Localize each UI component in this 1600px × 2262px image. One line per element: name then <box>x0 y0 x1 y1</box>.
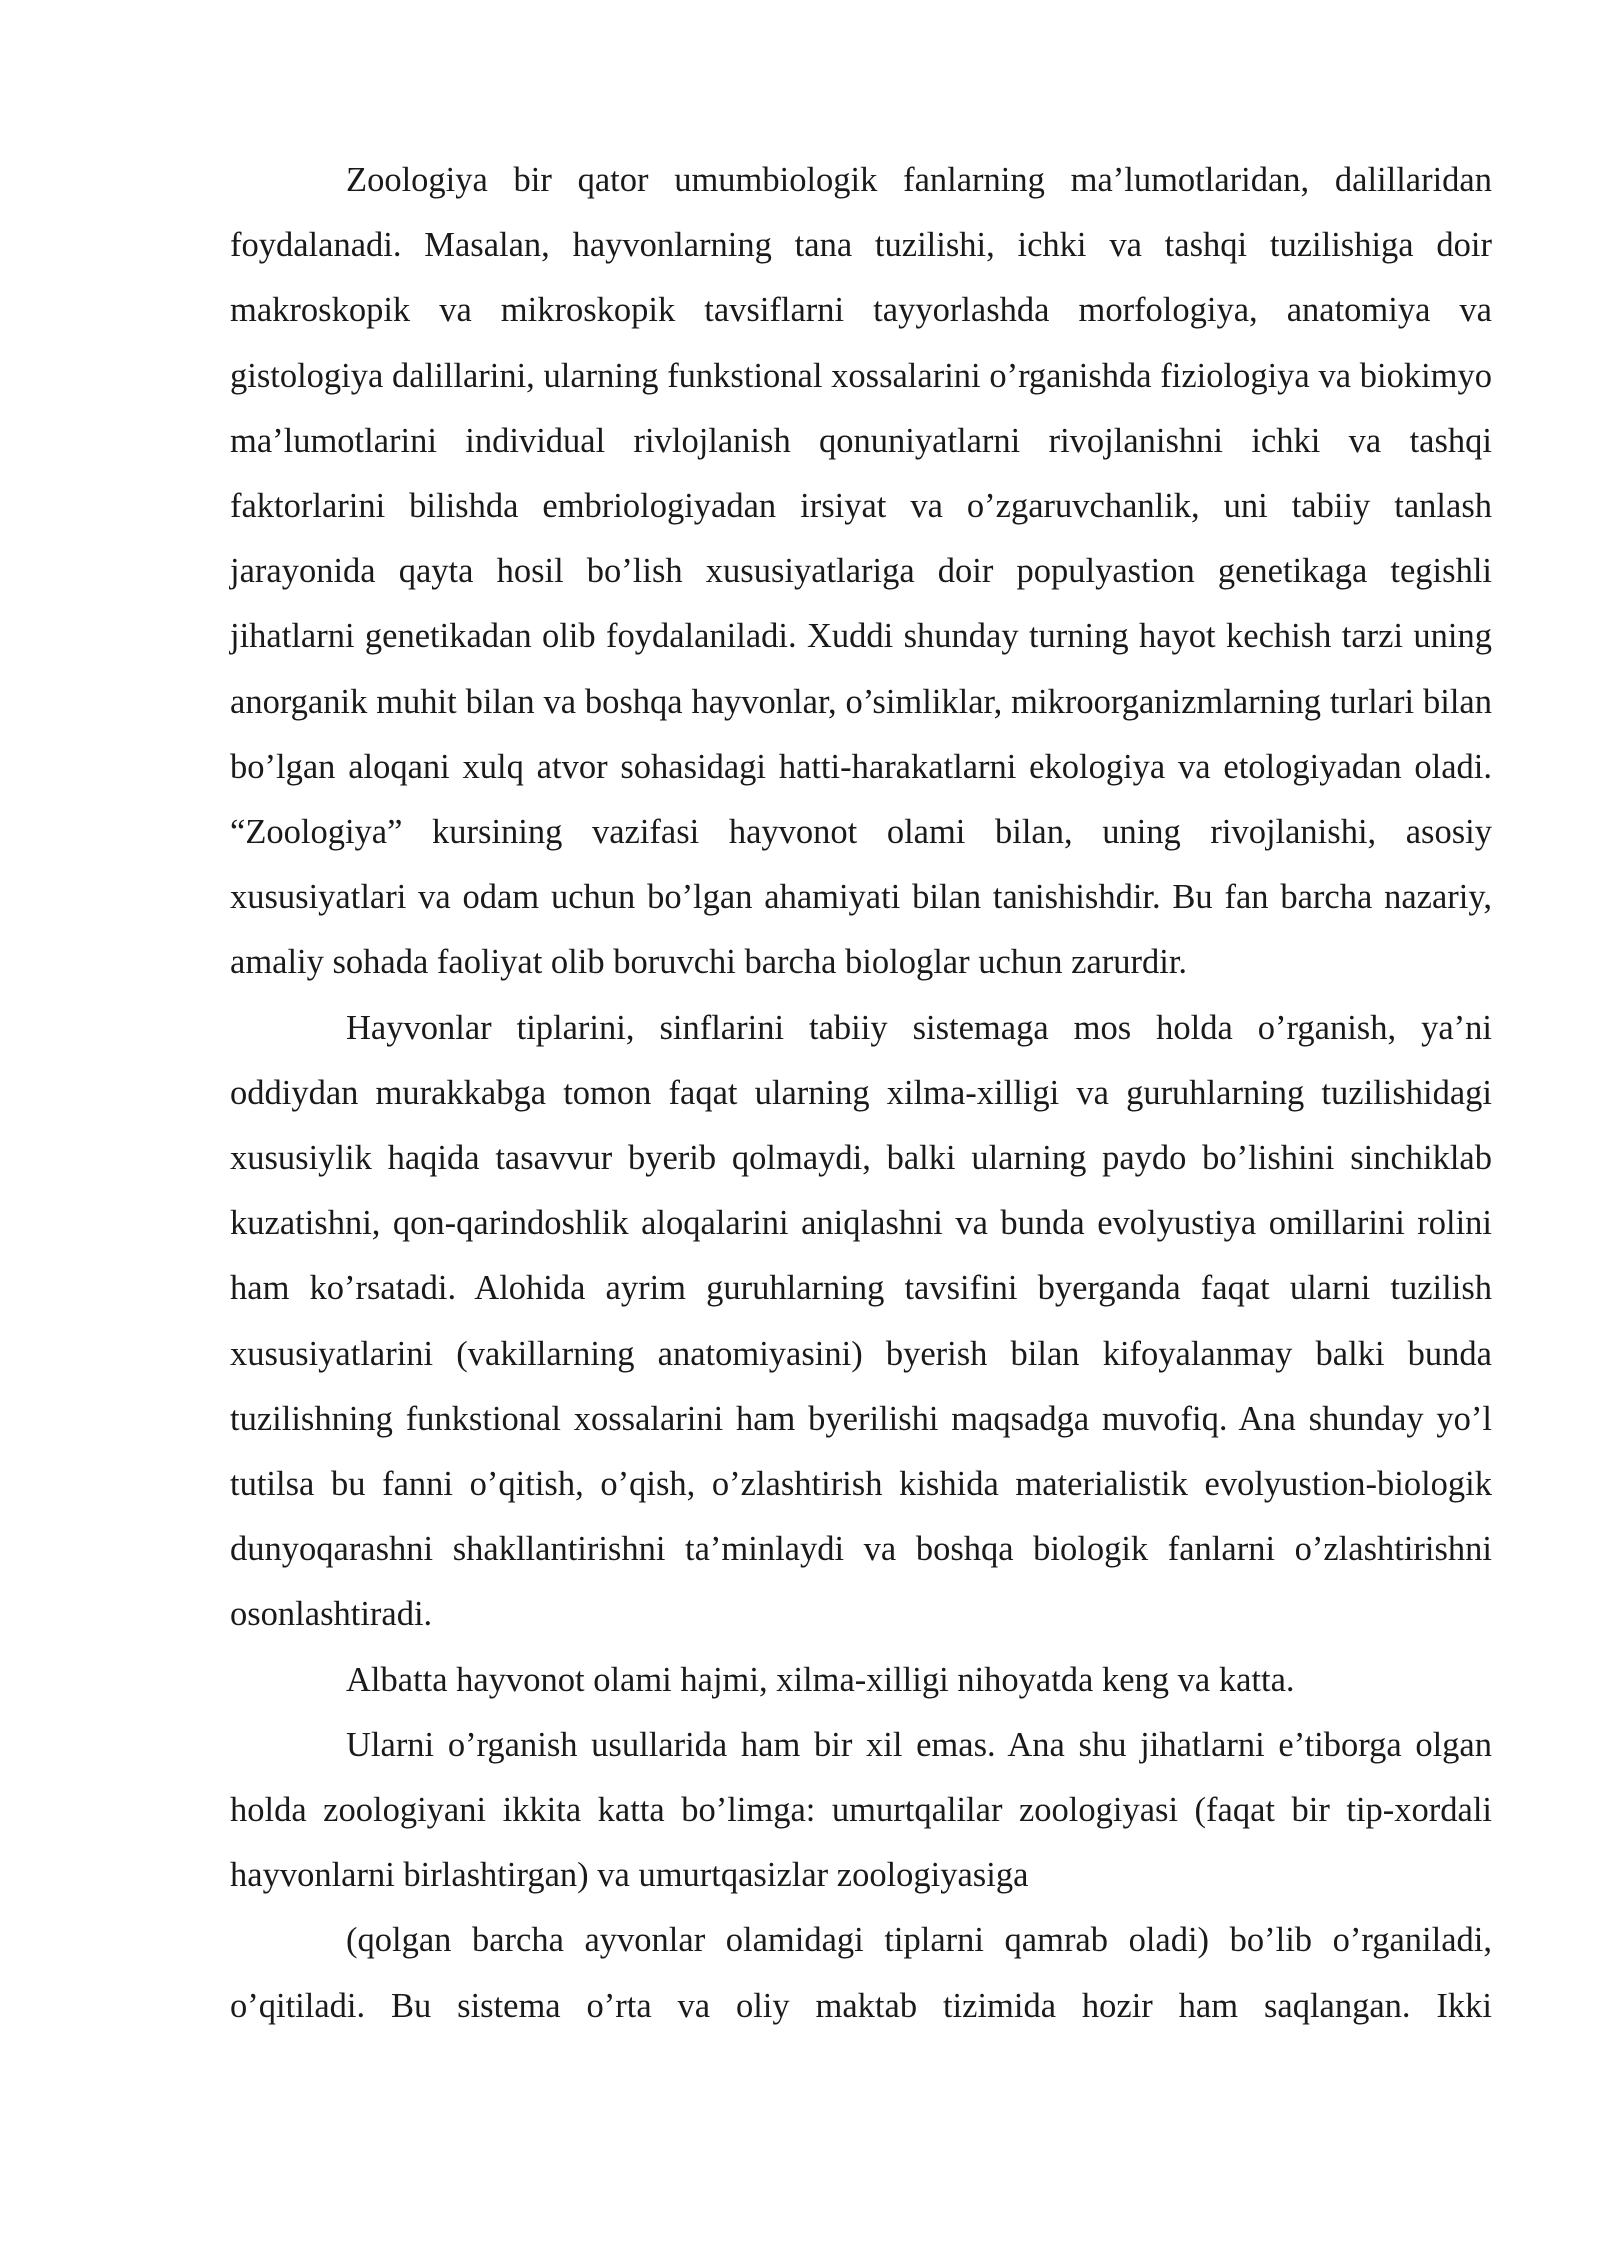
body-text <box>230 148 1492 2039</box>
paragraph-4: Ularni o’rganish usullarida ham bir xil emas. Ana shu jihatlarni e’tiborga olgan holda zoologiyani ikkita katta bo’limga: umurtqalilar zoologiyasi (faqat bir tip-xordali hayvonlarni birlashtirgan) va umurtqasizlar zoologiyasiga <box>230 1725 1492 1895</box>
paragraph-1: Zoologiya bir qator umumbiologik fanlarning ma’lumotlaridan, dalillaridan foydalanadi. Masalan, hayvonlarning tana tuzilishi, ichki va tashqi tuzilishiga doir makroskopik va mikroskopik tavsiflarni tayyorlashda morfologiya, anatomiya va gistologiya dalillarini, ularning funkstional xossalarini o’rganishda fiziologiya va biokimyo ma’lumotlarini individual rivlojlanish qonuniyatlarni rivojlanishni ichki va tashqi faktorlarini bilishda embriologiyadan irsiyat va o’zgaruvchanlik, uni tabiiy tanlash jarayonida qayta hosil bo’lish xususiyatlariga doir populyastion genetikaga tegishli jihatlarni genetikadan olib foydalaniladi. Xuddi shunday turning hayot kechish tarzi uning anorganik muhit bilan va boshqa hayvonlar, o’simliklar, mikroorganizmlarning turlari bilan bo’lgan aloqani xulq atvor sohasidagi hatti-harakatlarni ekologiya va etologiyadan oladi. “Zoologiya” kursining vazifasi hayvonot olami bilan, uning rivojlanishi, asosiy xususiyatlari va odam uchun bo’lgan ahamiyati bilan tanishishdir. Bu fan barcha nazariy, amaliy sohada faoliyat olib boruvchi barcha biologlar uchun zarurdir. <box>230 161 1492 982</box>
paragraph-5: (qolgan barcha ayvonlar olamidagi tiplarni qamrab oladi) bo’lib o’rganiladi, o’qitiladi. Bu sistema o’rta va oliy maktab tizimida hozir ham saqlangan. Ikki <box>230 1921 1492 2025</box>
paragraph-3: Albatta hayvonot olami hajmi, xilma-xilligi nihoyatda keng va katta. <box>346 1660 1295 1699</box>
paragraph-2: Hayvonlar tiplarini, sinflarini tabiiy sistemaga mos holda o’rganish, ya’ni oddiydan murakkabga tomon faqat ularning xilma-xilligi va guruhlarning tuzilishidagi xususiylik haqida tasavvur byerib qolmaydi, balki ularning paydo bo’lishini sinchiklab kuzatishni, qon-qarindoshlik aloqalarini aniqlashni va bunda evolyustiya omillarini rolini ham ko’rsatadi. Alohida ayrim guruhlarning tavsifini byerganda faqat ularni tuzilish xususiyatlarini (vakillarning anatomiyasini) byerish bilan kifoyalanmay balki bunda tuzilishning funkstional xossalarini ham byerilishi maqsadga muvofiq. Ana shunday yo’l tutilsa bu fanni o’qitish, o’qish, o’zlashtirish kishida materialistik evolyustion-biologik dunyoqarashni shakllantirishni ta’minlaydi va boshqa biologik fanlarni o’zlashtirishni osonlashtiradi. <box>230 1008 1492 1634</box>
